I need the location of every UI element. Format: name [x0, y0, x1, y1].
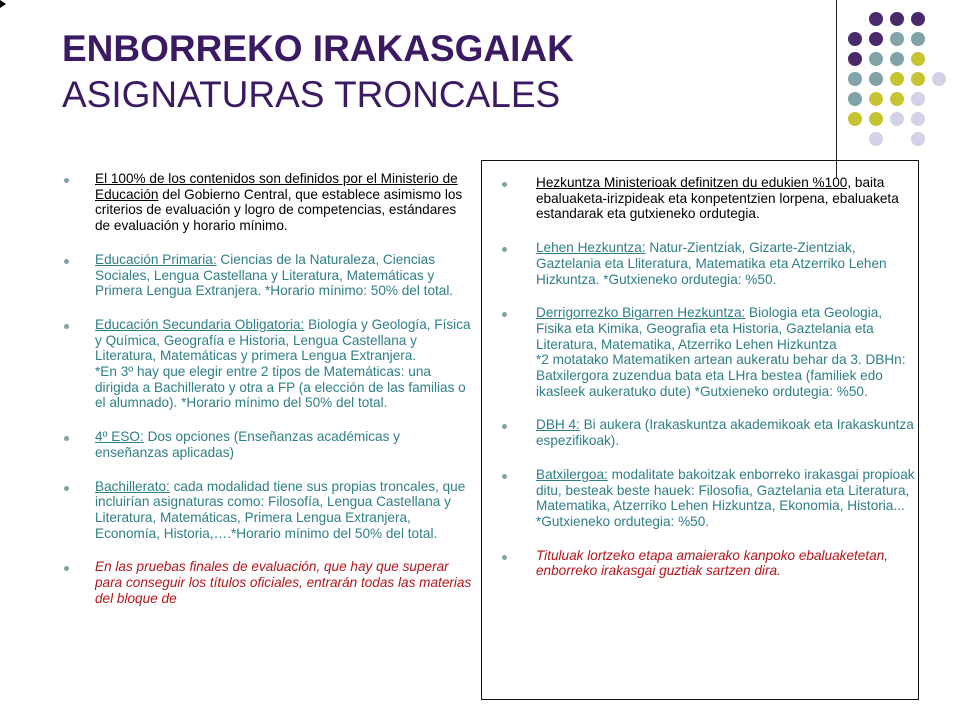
list-item — [62, 171, 474, 234]
list-item — [500, 305, 918, 399]
item-text: En las pruebas finales de evaluación, que hay que superar para conseguir los títulos oficiales, entrarán todas las materias del bloque de — [95, 559, 472, 606]
decoration-dot — [869, 112, 883, 126]
list-item — [500, 240, 918, 287]
list-item — [62, 479, 474, 542]
divider-line — [836, 0, 837, 178]
item-text: Biología y Geología, Física y Química, Geografía e Historia, Lengua Castellana y Literatura, Matemáticas y primera Lengua Extranjera. — [95, 316, 471, 364]
item-link[interactable]: Educación Primaria: — [95, 251, 217, 267]
decoration-dot — [848, 52, 862, 66]
decoration-dot — [869, 132, 883, 146]
item-text: Ciencias de la Naturaleza, Ciencias Sociales, Lengua Castellana y Literatura, Matemáticas y Primera Lengua Extranjera. *Horario mínimo: 50% del total. — [95, 251, 454, 299]
decoration-dot — [890, 72, 904, 86]
item-link[interactable]: DBH 4: — [536, 417, 580, 433]
decoration-dot — [848, 72, 862, 86]
decoration-dot — [869, 52, 883, 66]
item-text: Biologia eta Geologia, Fisika eta Kimika, Geografia eta Historia, Gaztelania eta Literatura, Matematika, Atzerriko Lehen Hizkuntza — [536, 305, 883, 352]
list-item — [62, 317, 474, 411]
decoration-dot — [932, 72, 946, 86]
decoration-dot — [911, 12, 925, 26]
item-text: baita ebaluaketa-irizpideak eta konpetentzien lorpena, ebaluaketa estandarak eta gutxieneko ordutegia. — [536, 175, 899, 222]
decoration-dot — [869, 32, 883, 46]
decoration-dot — [869, 92, 883, 106]
item-extra: *En 3º hay que elegir entre 2 tipos de Matemáticas: una dirigida a Bachillerato y otra a FP (a elección de las familias o el alumnado). *Horario mínimo del 50% del total. — [95, 364, 466, 411]
list-item — [62, 559, 474, 606]
decoration-dot — [869, 12, 883, 26]
item-link[interactable]: Derrigorrezko Bigarren Hezkuntza: — [536, 305, 746, 321]
item-link[interactable]: Batxilergoa: — [536, 466, 608, 482]
item-text: Natur-Zientziak, Gizarte-Zientziak, Gaztelania eta Lliteratura, Matematika eta Atzerriko Lehen Hizkuntza. *Gutxieneko ordutegia: %50. — [536, 240, 887, 287]
item-text: Tituluak lortzeko etapa amaierako kanpoko ebaluaketetan, enborreko irakasgai guztiak sartzen dira. — [536, 547, 889, 579]
decoration-dot — [911, 132, 925, 146]
list-item — [62, 429, 474, 460]
decoration-dot — [890, 112, 904, 126]
item-link[interactable]: 4º ESO: — [95, 429, 144, 445]
decoration-dot — [911, 92, 925, 106]
decoration-dot — [848, 112, 862, 126]
item-text: modalitate bakoitzak enborreko irakasgai propioak ditu, besteak beste hauek: Filosofia, Gaztelania eta Literatura, Matematika, Atzerriko Lehen Hizkuntza, Ekonomia, Historia... *Gutxieneko ordutegia: %50. — [536, 466, 915, 529]
decoration-dot — [911, 112, 925, 126]
item-link[interactable]: El 100% de los contenidos son definidos por el Ministerio de Educación — [95, 171, 458, 202]
decoration-dot — [848, 92, 862, 106]
item-link[interactable]: Lehen Hezkuntza: — [536, 240, 646, 256]
list-item — [500, 417, 918, 448]
decoration-dot — [911, 72, 925, 86]
decoration-dot — [890, 32, 904, 46]
decoration-dot — [890, 92, 904, 106]
item-extra: *2 motatako Matematiken artean aukeratu behar da 3. DBHn: Batxilergora zuzendua bata eta LHra bestea (familiek edo ikasleek aukeratuko dute) *Gutxieneko ordutegia: %50. — [536, 352, 906, 399]
list-item — [62, 252, 474, 299]
item-text: Dos opciones (Enseñanzas académicas y enseñanzas aplicadas) — [95, 429, 400, 460]
title-basque: ENBORREKO IRAKASGAIAK — [62, 28, 574, 69]
decoration-dot — [848, 32, 862, 46]
decoration-dot — [869, 72, 883, 86]
spanish-column — [62, 171, 474, 720]
slide-title — [62, 26, 802, 118]
item-text: del Gobierno Central, que establece asimismo los criterios de evaluación y logro de competencias, estándares de evaluación y horario mínimo. — [95, 186, 463, 234]
dot-grid-decoration — [848, 12, 958, 162]
decoration-dot — [890, 12, 904, 26]
title-spanish: ASIGNATURAS TRONCALES — [62, 74, 561, 115]
decoration-dot — [911, 32, 925, 46]
item-text: Bi aukera (Irakaskuntza akademikoak eta Irakaskuntza espezifikoak). — [536, 417, 914, 449]
item-link[interactable]: Educación Secundaria Obligatoria: — [95, 316, 305, 332]
decoration-dot — [911, 52, 925, 66]
corner-arrow-icon — [0, 0, 6, 8]
item-link[interactable]: Hezkuntza Ministerioak definitzen du edukien %100, — [536, 175, 852, 190]
basque-column — [481, 160, 919, 700]
list-item — [500, 175, 918, 222]
decoration-dot — [890, 52, 904, 66]
list-item — [500, 467, 918, 530]
list-item — [500, 548, 918, 579]
item-link[interactable]: Bachillerato: — [95, 478, 170, 494]
item-text: cada modalidad tiene sus propias troncales, que incluirían asignaturas como: Filosofía, Lengua Castellana y Literatura, Matemáticas, Primera Lengua Extranjera, Economía, Historia,….*Horario mínimo del 50% del total. — [95, 478, 466, 541]
